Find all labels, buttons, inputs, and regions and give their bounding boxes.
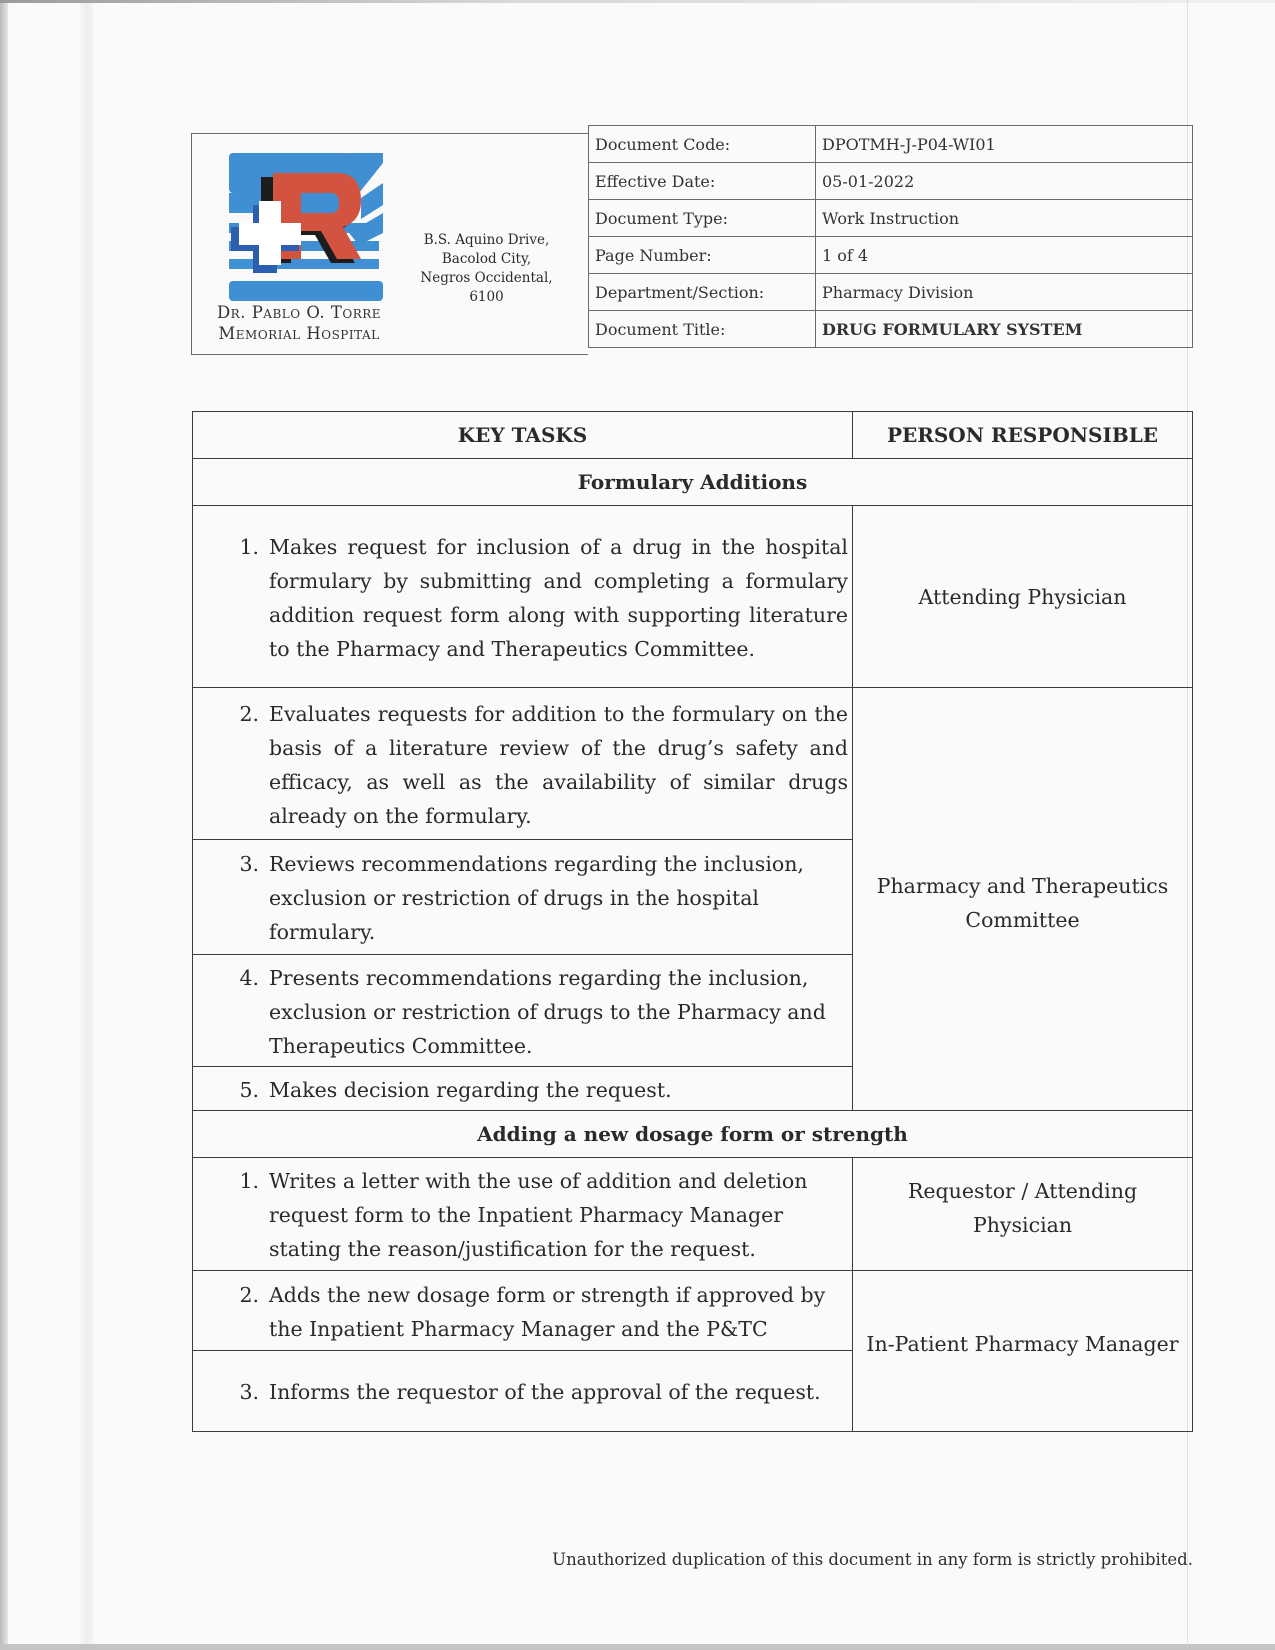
scan-edge-bottom [0, 1644, 1275, 1650]
footer-notice: Unauthorized duplication of this document in any form is strictly prohibited. [552, 1550, 1193, 1569]
task-text: Evaluates requests for addition to the formulary on the basis of a literature review of the drug’s safety and efficacy, as well as the availability of similar drugs already on the formulary. [269, 701, 848, 828]
meta-value: Pharmacy Division [816, 274, 1193, 311]
meta-row-page-number [589, 237, 1193, 274]
task-number: 4. [239, 965, 259, 990]
task-cell [193, 1067, 853, 1111]
section-row [193, 1111, 1193, 1158]
person-responsible: Pharmacy and Therapeutics Committee [853, 688, 1193, 1111]
column-header-key-tasks: KEY TASKS [193, 412, 853, 459]
hospital-logo-cross-r-icon [229, 153, 383, 306]
task-text: Adds the new dosage form or strength if approved by the Inpatient Pharmacy Manager and the P&TC [269, 1282, 826, 1341]
column-header-person-responsible: PERSON RESPONSIBLE [853, 412, 1193, 459]
hospital-name-line2: Memorial Hospital [218, 324, 380, 343]
task-text: Writes a letter with the use of addition and deletion request form to the Inpatient Pharmacy Manager stating the reason/justification for the request. [269, 1169, 808, 1261]
task-number: 3. [239, 1380, 259, 1404]
meta-label: Document Code: [589, 126, 816, 163]
table-row [193, 1271, 1193, 1351]
task-cell [193, 688, 853, 840]
meta-row-document-title [589, 311, 1193, 348]
task-cell [193, 955, 853, 1067]
table-row [193, 506, 1193, 688]
person-responsible: Attending Physician [853, 506, 1193, 688]
task-text: Presents recommendations regarding the inclusion, exclusion or restriction of drugs to the Pharmacy and Therapeutics Committee. [269, 965, 826, 1058]
address-line: Bacolod City, [441, 251, 532, 267]
hospital-name-line1: Dr. Pablo O. Torre [216, 303, 382, 322]
section-title-adding-dosage-form: Adding a new dosage form or strength [193, 1111, 1193, 1158]
hospital-name [204, 302, 394, 344]
document-header [191, 131, 1192, 355]
task-cell [193, 1158, 853, 1271]
document-title: DRUG FORMULARY SYSTEM [816, 311, 1193, 348]
task-cell [193, 1271, 853, 1351]
meta-row-document-code [589, 126, 1193, 163]
meta-row-effective-date [589, 163, 1193, 200]
task-text: Reviews recommendations regarding the inclusion, exclusion or restriction of drugs in the hospital formulary. [269, 852, 804, 944]
address-line: B.S. Aquino Drive, [423, 232, 550, 248]
meta-row-document-type [589, 200, 1193, 237]
scan-binding-shadow [80, 0, 94, 1650]
meta-label: Department/Section: [589, 274, 816, 311]
section-title-formulary-additions: Formulary Additions [193, 459, 1193, 506]
key-tasks-table [192, 411, 1193, 1432]
task-text: Informs the requestor of the approval of the request. [269, 1380, 821, 1404]
task-text: Makes decision regarding the request. [269, 1077, 672, 1102]
meta-value: DPOTMH-J-P04-WI01 [816, 126, 1193, 163]
section-row [193, 459, 1193, 506]
task-cell [193, 840, 853, 955]
table-row [193, 688, 1193, 840]
scan-edge-left [0, 0, 8, 1650]
table-header-row [193, 412, 1193, 459]
task-number: 3. [239, 852, 259, 876]
task-number: 5. [239, 1077, 259, 1102]
task-number: 1. [239, 1169, 259, 1193]
task-cell [193, 1351, 853, 1432]
meta-value: 05-01-2022 [816, 163, 1193, 200]
meta-value: Work Instruction [816, 200, 1193, 237]
task-text: Makes request for inclusion of a drug in the hospital formulary by submitting and completing a formulary addition request form along with supporting literature to the Pharmacy and Therapeutics Committee. [269, 534, 848, 661]
meta-label: Page Number: [589, 237, 816, 274]
meta-label: Effective Date: [589, 163, 816, 200]
meta-value: 1 of 4 [816, 237, 1193, 274]
document-meta-table [588, 125, 1193, 348]
person-responsible: Requestor / Attending Physician [853, 1158, 1193, 1271]
hospital-identity-box [191, 133, 588, 355]
task-number: 2. [239, 1282, 259, 1307]
hospital-address [414, 231, 559, 307]
task-number: 2. [239, 701, 259, 726]
task-cell [193, 506, 853, 688]
meta-label: Document Type: [589, 200, 816, 237]
table-row [193, 1158, 1193, 1271]
meta-label: Document Title: [589, 311, 816, 348]
task-number: 1. [239, 534, 259, 559]
address-line: 6100 [469, 289, 504, 305]
person-responsible: In-Patient Pharmacy Manager [853, 1271, 1193, 1432]
scan-edge-top [0, 0, 1275, 3]
address-line: Negros Occidental, [420, 270, 553, 286]
meta-row-department [589, 274, 1193, 311]
